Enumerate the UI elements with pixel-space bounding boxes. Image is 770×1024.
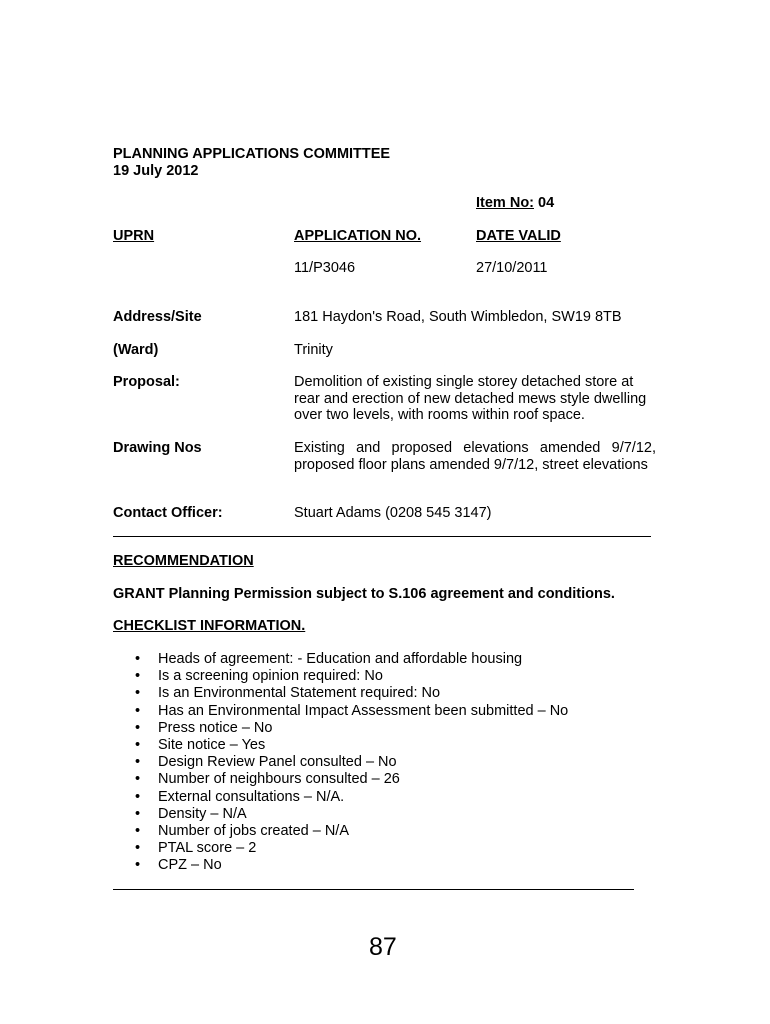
list-item-text: Design Review Panel consulted – No [158,754,397,771]
item-number-value: 04 [538,195,555,211]
list-item [113,789,568,806]
drawing-nos-value: Existing and proposed elevations amended 9/7/12, proposed floor plans amended 9/7/12, street elevations [294,440,656,473]
bullet-icon: • [135,822,141,839]
list-item [113,840,568,857]
list-item [113,703,568,720]
proposal-label: Proposal: [113,374,180,390]
list-item [113,857,568,874]
drawing-nos-label: Drawing Nos [113,440,202,456]
meeting-date: 19 July 2012 [113,163,199,179]
list-item-text: CPZ – No [158,857,222,874]
list-item [113,685,568,702]
list-item [113,720,568,737]
list-item [113,823,568,840]
list-item-text: External consultations – N/A. [158,788,345,805]
list-item-text: Density – N/A [158,805,247,822]
application-no-value: 11/P3046 [294,260,356,276]
committee-title: PLANNING APPLICATIONS COMMITTEE [113,146,391,162]
recommendation-heading: RECOMMENDATION [113,553,254,569]
list-item-text: Number of neighbours consulted – 26 [158,771,400,788]
contact-officer-value: Stuart Adams (0208 545 3147) [294,505,492,521]
divider-top [113,536,651,537]
checklist-list [113,651,568,874]
proposal-value: Demolition of existing single storey detached store at rear and erection of new detached mews style dwelling over two levels, with rooms within roof space. [294,374,647,423]
ward-label: (Ward) [113,342,159,358]
item-number-label: Item No: [476,195,534,211]
checklist-heading: CHECKLIST INFORMATION. [113,618,306,634]
list-item-text: Has an Environmental Impact Assessment been submitted – No [158,702,569,719]
list-item-text: Number of jobs created – N/A [158,822,350,839]
list-item [113,754,568,771]
address-value: 181 Haydon's Road, South Wimbledon, SW19 8TB [294,309,622,325]
list-item-text: Is an Environmental Statement required: No [158,685,441,702]
bullet-icon: • [135,857,141,874]
bullet-icon: • [135,719,141,736]
bullet-icon: • [135,651,141,667]
date-valid-header: DATE VALID [476,228,561,244]
uprn-header: UPRN [113,228,155,244]
list-item-text: Heads of agreement: - Education and affordable housing [158,651,523,667]
bullet-icon: • [135,840,141,857]
date-valid-value: 27/10/2011 [476,260,548,276]
page-number: 87 [369,933,397,961]
list-item [113,806,568,823]
divider-bottom [113,889,634,890]
bullet-icon: • [135,788,141,805]
bullet-icon: • [135,771,141,788]
list-item-text: Site notice – Yes [158,736,266,753]
application-no-header: APPLICATION NO. [294,228,422,244]
list-item-text: Is a screening opinion required: No [158,668,383,685]
bullet-icon: • [135,685,141,702]
list-item [113,668,568,685]
recommendation-text: GRANT Planning Permission subject to S.106 agreement and conditions. [113,586,615,602]
list-item-text: PTAL score – 2 [158,840,257,857]
bullet-icon: • [135,805,141,822]
list-item [113,651,568,668]
list-item [113,771,568,788]
list-item [113,737,568,754]
item-number [476,195,554,211]
bullet-icon: • [135,736,141,753]
bullet-icon: • [135,754,141,771]
bullet-icon: • [135,702,141,719]
list-item-text: Press notice – No [158,719,273,736]
bullet-icon: • [135,668,141,685]
contact-officer-label: Contact Officer: [113,505,223,521]
ward-value: Trinity [294,342,333,358]
address-label: Address/Site [113,309,202,325]
